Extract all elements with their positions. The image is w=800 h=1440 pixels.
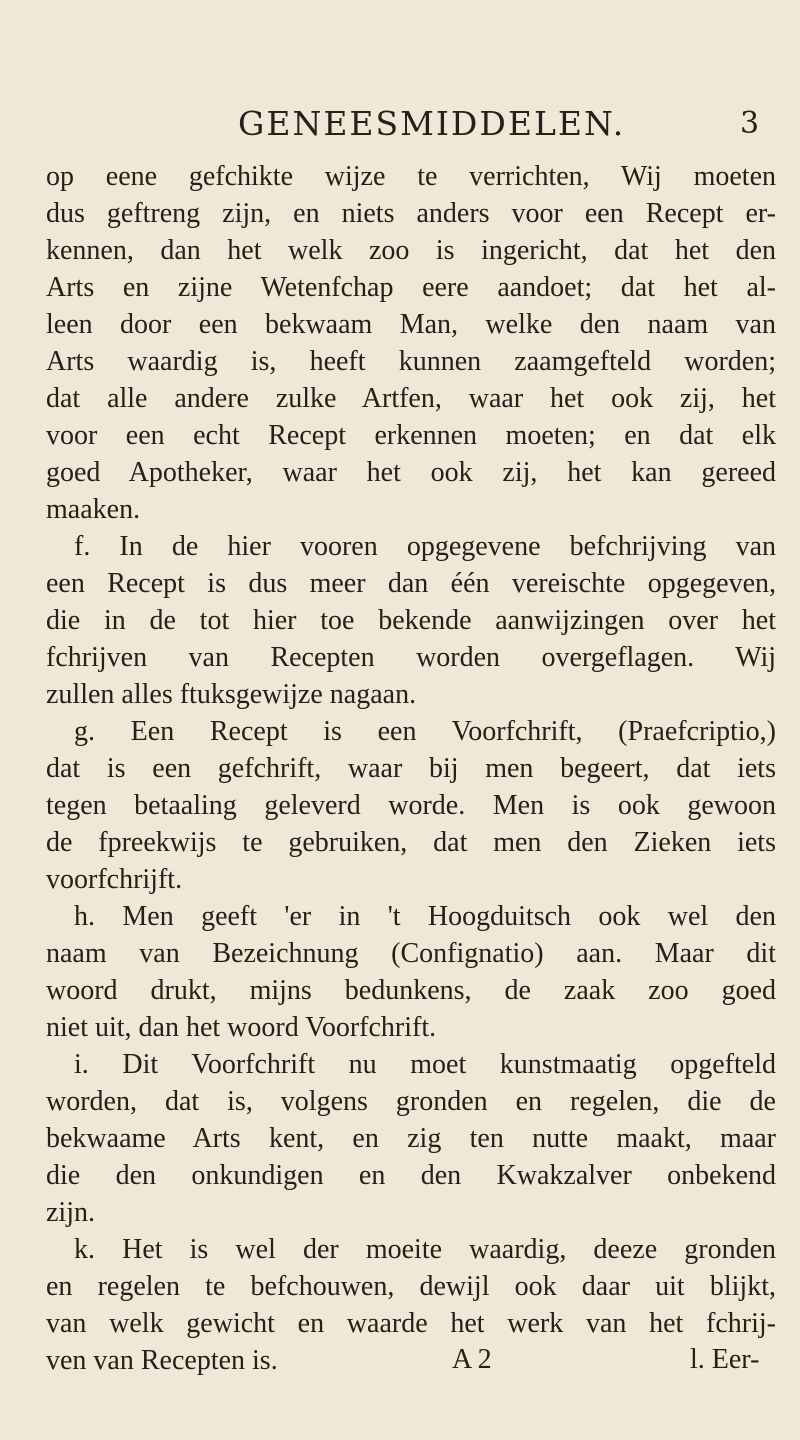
page-number: 3 (740, 106, 760, 141)
text-line: bekwaame Arts kent, en zig ten nutte maakt, maar (46, 1123, 776, 1154)
text-line: worden, dat is, volgens gronden en regelen, die de (46, 1086, 776, 1117)
text-line: leen door een bekwaam Man, welke den naam van (46, 309, 776, 340)
text-line: tegen betaaling geleverd worde. Men is ook gewoon (46, 790, 776, 821)
running-head: GENEESMIDDELEN. (238, 104, 626, 143)
text-line: en regelen te befchouwen, dewijl ook daar uit blijkt, (46, 1271, 776, 1302)
catchword: l. Eer- (690, 1344, 760, 1375)
text-line: de fpreekwijs te gebruiken, dat men den Zieken iets (46, 827, 776, 858)
text-line: Arts waardig is, heeft kunnen zaamgefteld worden; (46, 346, 776, 377)
text-line: goed Apotheker, waar het ook zij, het kan gereed (46, 457, 776, 488)
text-line: g. Een Recept is een Voorfchrift, (Praefcriptio,) (74, 716, 776, 747)
text-line: niet uit, dan het woord Voorfchrift. (46, 1012, 437, 1043)
text-line: op eene gefchikte wijze te verrichten, Wij moeten (46, 161, 776, 192)
text-line: dat is een gefchrift, waar bij men begeert, dat iets (46, 753, 776, 784)
text-line: dus geftreng zijn, en niets anders voor een Recept er- (46, 198, 776, 229)
text-line: die in de tot hier toe bekende aanwijzingen over het (46, 605, 776, 636)
text-line: ven van Recepten is. (46, 1345, 278, 1376)
page-footer (0, 1340, 800, 1380)
text-line: zijn. (46, 1197, 95, 1228)
text-line: f. In de hier vooren opgegevene befchrijving van (74, 531, 776, 562)
text-line: woord drukt, mijns bedunkens, de zaak zoo goed (46, 975, 776, 1006)
page-header (0, 100, 800, 148)
text-line: naam van Bezeichnung (Confignatio) aan. Maar dit (46, 938, 776, 969)
text-line: die den onkundigen en den Kwakzalver onbekend (46, 1160, 776, 1191)
signature-mark: A 2 (452, 1344, 492, 1375)
text-line: van welk gewicht en waarde het werk van het fchrij- (46, 1308, 776, 1339)
text-line: kennen, dan het welk zoo is ingericht, dat het den (46, 235, 776, 266)
text-line: maaken. (46, 494, 141, 525)
text-line: fchrijven van Recepten worden overgeflagen. Wij (46, 642, 776, 673)
text-line: k. Het is wel der moeite waardig, deeze gronden (74, 1234, 776, 1265)
text-line: zullen alles ftuksgewijze nagaan. (46, 679, 417, 710)
text-line: Arts en zijne Wetenfchap eere aandoet; dat het al- (46, 272, 776, 303)
text-line: dat alle andere zulke Artfen, waar het ook zij, het (46, 383, 776, 414)
text-line: h. Men geeft 'er in 't Hoogduitsch ook wel den (74, 901, 776, 932)
text-line: voor een echt Recept erkennen moeten; en dat elk (46, 420, 776, 451)
text-line: een Recept is dus meer dan één vereischte opgegeven, (46, 568, 776, 599)
body-text (46, 158, 776, 1379)
text-line: voorfchrijft. (46, 864, 183, 895)
text-line: i. Dit Voorfchrift nu moet kunstmaatig opgefteld (74, 1049, 776, 1080)
